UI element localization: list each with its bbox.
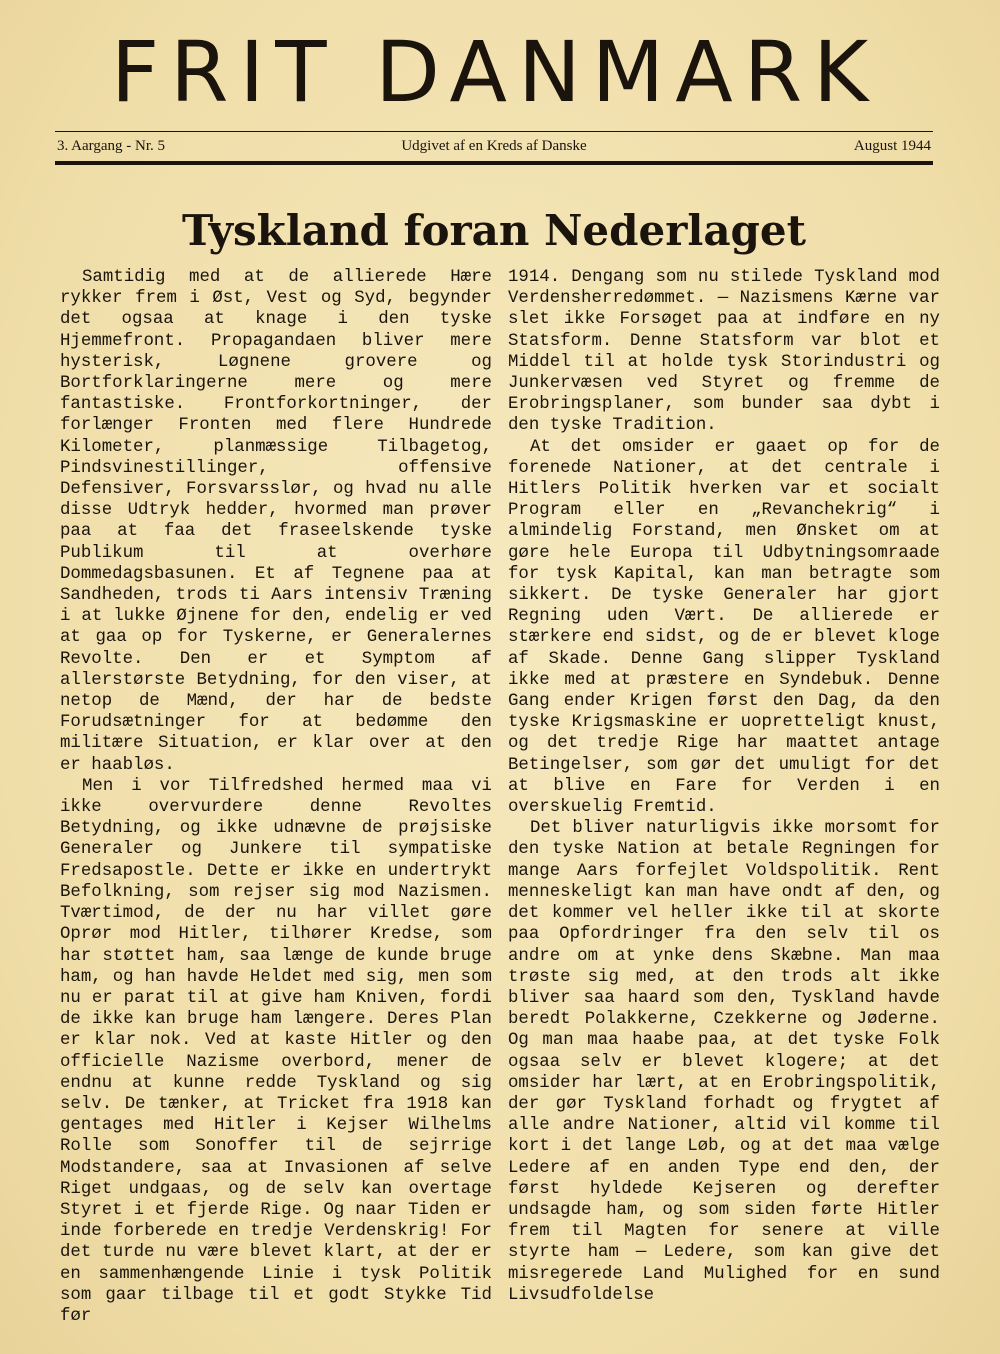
article-paragraph: Det bliver naturligvis ikke morsomt for den tyske Nation at betale Regningen for mange Aars forfejlet Voldspolitik. Rent menneskeligt kan man have ondt af den, og det kommer vel heller ikke til at skorte paa Opfordringer fra den selv til os andre om at ynke dens Skæbne. Man maa trøste sig med, at den trods alt ikke bliver saa haard som den, Tyskland havde beredt Polakkerne, Czekkerne og Jøderne. Og man maa haabe paa, at det tyske Folk ogsaa selv er blevet klogere; at det omsider har lært, at en Erobringspolitik, der gør Tyskland forhadt og frygtet af alle andre Nationer, altid vil komme til kort i det lange Løb, og at det maa vælge Ledere af en anden Type end den, der først hyldede Kejseren og derefter undsagde ham, og som siden førte Hitler frem til Magten for senere at ville styrte ham — Ledere, som kan give det misregerede Land Mulighed for en sund Livsudfoldelse (508, 819, 940, 1305)
publisher-line: Udgivet af en Kreds af Danske (401, 138, 587, 154)
article-paragraph: Samtidig med at de allierede Hære rykker frem i Øst, Vest og Syd, begynder det ogsaa at knage i den tyske Hjemmefront. Propagandaen bliver mere hysterisk, Løgnene grovere og Bortforklaringerne mere og mere fantastiske. Frontforkortninger, der forlænger Fronten med flere Hundrede Kilometer, planmæssige Tilbagetog, Pindsvinestillinger, offensive Defensiver, Forsvarsslør, og hvad nu alle disse Udtryk hedder, hvormed man prøver paa at faa det fraseelskende tyske Publikum til at overhøre Dommedagsbasunen. Et af Tegnene paa at Sandheden, trods ti Aars intensiv Træning i at lukke Øjnene for den, endelig er ved at gaa op for Tyskerne, er Generalernes Revolte. Den er et Symptom af allerstørste Betydning, for den viser, at netop de Mænd, der har de bedste Forudsætninger for at bedømme den militære Situation, er klar over at den er haabløs. (60, 268, 492, 775)
issue-info-line (55, 136, 933, 156)
masthead-title: FRIT DANMARK (110, 23, 880, 121)
article-paragraph: At det omsider er gaaet op for de forenede Nationer, at det centrale i Hitlers Politik hverken var et socialt Program eller en „Revanchekrig“ i almindelig Forstand, men Ønsket om at gøre hele Europa til Udbytningsomraade for tysk Kapital, kan man betragte som sikkert. De tyske Generaler har gjort Regning uden Vært. De allierede er stærkere end sidst, og de er blevet kloge af Skade. Denne Gang slipper Tyskland ikke med at præstere en Syndebuk. Denne Gang ender Krigen først den Dag, da den tyske Krigsmaskine er uopretteligt knust, og det tredje Rige har maattet antage Betingelser, som gør det umuligt for det at blive en Fare for Verden i en overskuelig Fremtid. (508, 437, 940, 818)
masthead-rule-thick (55, 161, 933, 165)
article-paragraph: Men i vor Tilfredshed hermed maa vi ikke overvurdere denne Revoltes Betydning, og ikke udnævne de prøjsiske Generaler og Junkere til sympatiske Fredsapostle. Dette er ikke en undertrykt Befolkning, som rejser sig mod Nazismen. Tværtimod, de der nu har villet gøre Oprør mod Hitler, tilhører Kredse, som har støttet ham, saa længe de kunde bruge ham, og han havde Heldet med sig, men som nu er parat til at give ham Kniven, fordi de ikke kan bruge ham længere. Deres Plan er klar nok. Ved at kaste Hitler og den officielle Nazisme overbord, mener de endnu at kunne redde Tyskland og sig selv. De tænker, at Tricket fra 1918 kan gentages med Hitler i Kejser Wilhelms Rolle som Sonoffer til de sejrrige Modstandere, saa at Invasionen af selve Riget undgaas, og de selv kan overtage Styret i et fjerde Rige. Og naar Tiden er inde forberede en tredje Verdenskrig! For det turde nu være blevet klart, at der er en sammenhængende Linie i tysk Politik som gaar tilbage til et godt Stykke Tid før (60, 776, 492, 1326)
article-headline: Tyskland foran Nederlaget (181, 206, 807, 255)
article-column-left (60, 267, 492, 1326)
article-paragraph-continued: 1914. Dengang som nu stilede Tyskland mod Verdensherredømmet. — Nazismens Kærne var slet ikke Forsøget paa at indføre en ny Statsform. Denne Statsform var blot et Middel til at holde tysk Storindustri og Junkervæsen ved Styret og fremme de Erobringsplaner, som bunder saa dybt i den tyske Tradition. (508, 268, 940, 436)
masthead-rule-thin (55, 131, 933, 132)
article-column-right (508, 267, 940, 1305)
issue-date: August 1944 (853, 138, 931, 154)
volume-issue: 3. Aargang - Nr. 5 (57, 138, 166, 154)
